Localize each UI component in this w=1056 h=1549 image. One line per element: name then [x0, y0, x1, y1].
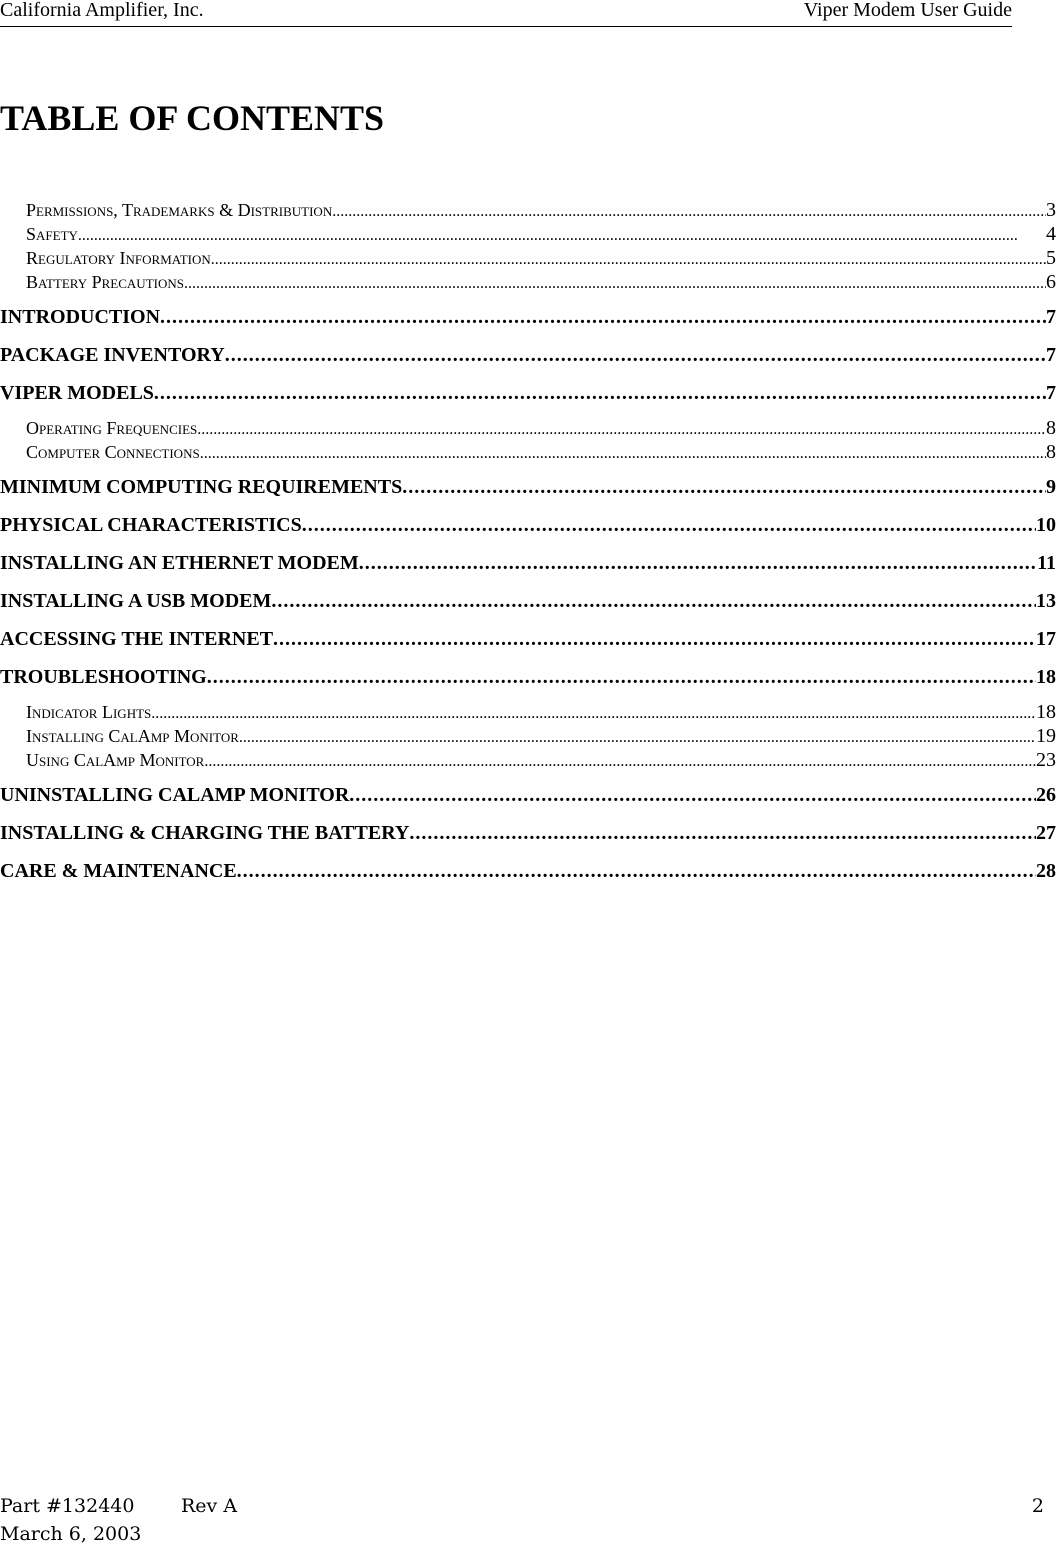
toc-spacer: [0, 370, 1056, 378]
toc-entry-label: CARE & MAINTENANCE: [0, 860, 237, 882]
toc-entry-label: INSTALLING A USB MODEM: [0, 590, 272, 612]
toc-entry-page: 27: [1036, 822, 1056, 844]
toc-spacer: [0, 464, 1056, 472]
toc-entry-page: 8: [1046, 441, 1056, 463]
toc-entry-page: 8: [1046, 417, 1056, 439]
footer-date: March 6, 2003: [0, 1523, 142, 1545]
toc-leader-dots: [359, 548, 1037, 578]
toc-spacer: [0, 502, 1056, 510]
toc-leader-dots: [154, 378, 1046, 408]
toc-entry-page: 28: [1036, 860, 1056, 882]
toc-entry-page: 18: [1036, 666, 1056, 688]
toc-spacer: [0, 654, 1056, 662]
toc-leader-dots: [349, 780, 1036, 810]
toc-entry-page: 7: [1046, 344, 1056, 366]
toc-spacer: [0, 848, 1056, 856]
toc-entry-label: Computer Connections: [26, 442, 200, 462]
toc-leader-dots: [332, 200, 1046, 222]
toc-leader-dots: [239, 726, 1036, 748]
toc-spacer: [0, 578, 1056, 586]
toc-entry-label: INTRODUCTION: [0, 306, 161, 328]
toc-entry-label: TROUBLESHOOTING: [0, 666, 207, 688]
toc-entry-label: Battery Precautions: [26, 272, 184, 292]
toc-subentry[interactable]: [0, 440, 1056, 464]
toc-leader-dots: [225, 340, 1046, 370]
toc-spacer: [0, 616, 1056, 624]
toc-entry-page: 26: [1036, 784, 1056, 806]
toc-entry-label: Permissions, Trademarks & Distribution: [26, 200, 333, 220]
toc-leader-dots: [207, 662, 1036, 692]
toc-entry-page: 9: [1046, 476, 1056, 498]
toc-spacer: [0, 772, 1056, 780]
toc-entry-label: Indicator Lights: [26, 702, 152, 722]
toc-entry[interactable]: [0, 818, 1056, 848]
toc-entry-page: 11: [1037, 552, 1056, 574]
toc-spacer: [0, 540, 1056, 548]
toc-entry-label: Regulatory Information: [26, 248, 211, 268]
toc-subentry[interactable]: [0, 246, 1056, 270]
toc-subentry[interactable]: [0, 700, 1056, 724]
toc-entry[interactable]: [0, 856, 1056, 886]
toc-entry-label: Using CalAmp Monitor: [26, 750, 205, 770]
toc-entry-page: 4: [1046, 223, 1056, 245]
toc-spacer: [0, 692, 1056, 700]
toc-entry[interactable]: [0, 780, 1056, 810]
footer-part-number: Part #132440: [0, 1495, 135, 1517]
toc-entry-label: Operating Frequencies: [26, 418, 198, 438]
toc-entry-page: 7: [1046, 382, 1056, 404]
toc-spacer: [0, 332, 1056, 340]
toc-entry-page: 19: [1036, 725, 1056, 747]
toc-entry[interactable]: [0, 624, 1056, 654]
toc-leader-dots: [302, 510, 1036, 540]
toc-leader-dots: [402, 472, 1046, 502]
header-guide-title: Viper Modem User Guide: [803, 0, 1012, 21]
toc-entry[interactable]: [0, 340, 1056, 370]
toc-entry[interactable]: [0, 586, 1056, 616]
toc-entry-page: 10: [1036, 514, 1056, 536]
toc-subentry[interactable]: [0, 724, 1056, 748]
toc-entry-label: INSTALLING AN ETHERNET MODEM: [0, 552, 359, 574]
toc-spacer: [0, 810, 1056, 818]
toc-entry-label: PACKAGE INVENTORY: [0, 344, 225, 366]
toc-entry[interactable]: [0, 378, 1056, 408]
toc-entry-page: 13: [1036, 590, 1056, 612]
toc-leader-dots: [204, 750, 1036, 772]
toc-entry-label: ACCESSING THE INTERNET: [0, 628, 274, 650]
toc-entry-label: MINIMUM COMPUTING REQUIREMENTS: [0, 476, 403, 498]
toc-entry-label: Safety: [26, 224, 78, 244]
toc-leader-dots: [409, 818, 1036, 848]
toc-entry-page: 6: [1046, 271, 1056, 293]
toc-entry-label: INSTALLING & CHARGING THE BATTERY: [0, 822, 410, 844]
toc-leader-dots: [237, 856, 1036, 886]
toc-leader-dots: [197, 418, 1046, 440]
toc-leader-dots: [211, 248, 1046, 270]
toc-leader-dots: [78, 224, 1046, 246]
toc-leader-dots: [200, 442, 1046, 464]
header-company: California Amplifier, Inc.: [0, 0, 204, 21]
toc-spacer: [0, 294, 1056, 302]
toc-entry-page: 3: [1046, 199, 1056, 221]
toc-spacer: [0, 408, 1056, 416]
toc-leader-dots: [184, 272, 1046, 294]
toc-entry[interactable]: [0, 510, 1056, 540]
page-title: TABLE OF CONTENTS: [0, 98, 385, 138]
toc-entry[interactable]: [0, 302, 1056, 332]
toc-leader-dots: [151, 702, 1036, 724]
toc-entry[interactable]: [0, 662, 1056, 692]
footer-revision: Rev A: [181, 1495, 238, 1517]
toc-subentry[interactable]: [0, 198, 1056, 222]
toc-subentry[interactable]: [0, 416, 1056, 440]
toc-leader-dots: [271, 586, 1036, 616]
toc-entry-label: Installing CalAmp Monitor: [26, 726, 239, 746]
toc-entry-label: UNINSTALLING CALAMP MONITOR: [0, 784, 350, 806]
toc-subentry[interactable]: [0, 270, 1056, 294]
toc-subentry[interactable]: [0, 222, 1056, 246]
footer-page-number: 2: [1031, 1495, 1044, 1517]
toc-entry-page: 17: [1036, 628, 1056, 650]
toc-entry[interactable]: [0, 548, 1056, 578]
table-of-contents: [0, 198, 1056, 886]
page-header: [0, 0, 1012, 27]
toc-entry-page: 7: [1046, 306, 1056, 328]
toc-leader-dots: [160, 302, 1046, 332]
toc-entry-label: PHYSICAL CHARACTERISTICS: [0, 514, 302, 536]
toc-entry-page: 23: [1036, 749, 1056, 771]
toc-entry-page: 18: [1036, 701, 1056, 723]
toc-subentry[interactable]: [0, 748, 1056, 772]
toc-entry[interactable]: [0, 472, 1056, 502]
toc-entry-page: 5: [1046, 247, 1056, 269]
toc-leader-dots: [273, 624, 1036, 654]
toc-entry-label: VIPER MODELS: [0, 382, 154, 404]
